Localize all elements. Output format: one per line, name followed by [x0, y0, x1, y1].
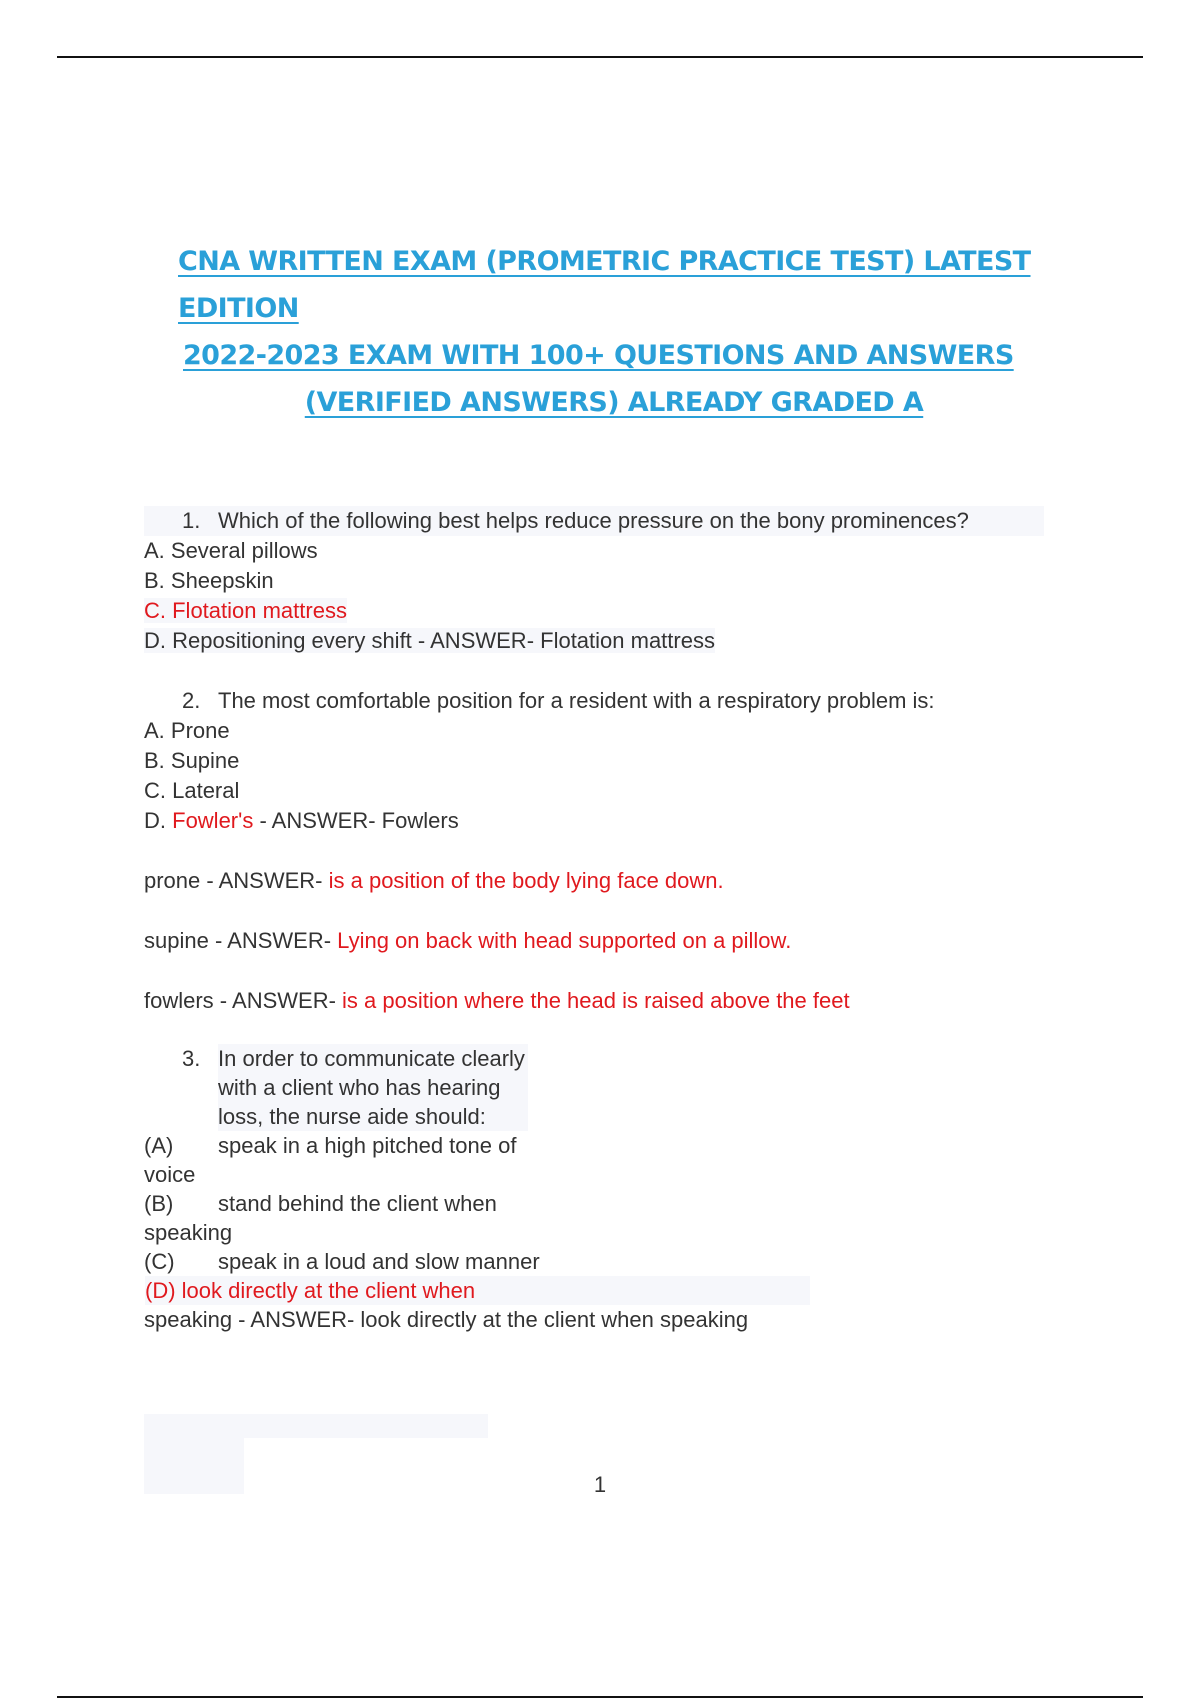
q1-option-d: D. Repositioning every shift - ANSWER- Flotation mattress — [144, 628, 715, 653]
title-line-4: (VERIFIED ANSWERS) ALREADY GRADED A — [304, 387, 924, 418]
q3-option-b: (B) stand behind the client when speaking — [144, 1191, 497, 1245]
q3-option-c: (C) speak in a loud and slow manner — [144, 1249, 540, 1274]
definition-fowlers: fowlers - ANSWER- is a position where the head is raised above the feet — [144, 988, 850, 1013]
q2-option-c: C. Lateral — [144, 778, 240, 803]
title-line-2: EDITION — [178, 293, 299, 324]
q2-option-d: D. Fowler's - ANSWER- Fowlers — [144, 808, 459, 833]
q2-option-a: A. Prone — [144, 718, 230, 743]
question-1 — [144, 506, 1044, 536]
definition-supine: supine - ANSWER- Lying on back with head supported on a pillow. — [144, 928, 792, 953]
q2-option-d-answer: Fowler's — [172, 808, 254, 833]
top-rule — [57, 56, 1143, 58]
q1-option-a: A. Several pillows — [144, 538, 318, 563]
page-number: 1 — [593, 1472, 607, 1497]
document-title — [178, 238, 1050, 426]
question-1-text: Which of the following best helps reduce pressure on the bony prominences? — [218, 508, 969, 533]
question-3-text: In order to communicate clearly with a client who has hearing loss, the nurse aide should: — [218, 1044, 528, 1131]
scan-shade-side — [144, 1414, 488, 1438]
exam-content — [144, 506, 1044, 1334]
q3-option-d-correct: (D) look directly at the client when speaking - ANSWER- look directly at the client when speaking — [145, 1276, 1044, 1334]
question-2-number: 2. — [182, 688, 201, 713]
q1-option-c-correct: C. Flotation mattress — [144, 598, 347, 623]
title-line-1: CNA WRITTEN EXAM (PROMETRIC PRACTICE TEST) LATEST — [178, 246, 1031, 277]
q3-option-a: (A) speak in a high pitched tone of voice — [144, 1133, 517, 1187]
q1-option-b: B. Sheepskin — [144, 568, 274, 593]
definition-prone: prone - ANSWER- is a position of the body lying face down. — [144, 868, 724, 893]
question-2 — [144, 686, 1044, 716]
question-3 — [144, 1044, 1044, 1131]
q2-option-b: B. Supine — [144, 748, 240, 773]
question-2-text: The most comfortable position for a resident with a respiratory problem is: — [218, 688, 935, 713]
title-line-3: 2022-2023 EXAM WITH 100+ QUESTIONS AND ANSWERS — [183, 340, 1014, 371]
bottom-rule — [57, 1696, 1143, 1698]
question-3-number: 3. — [182, 1046, 201, 1071]
question-1-number: 1. — [182, 508, 201, 533]
